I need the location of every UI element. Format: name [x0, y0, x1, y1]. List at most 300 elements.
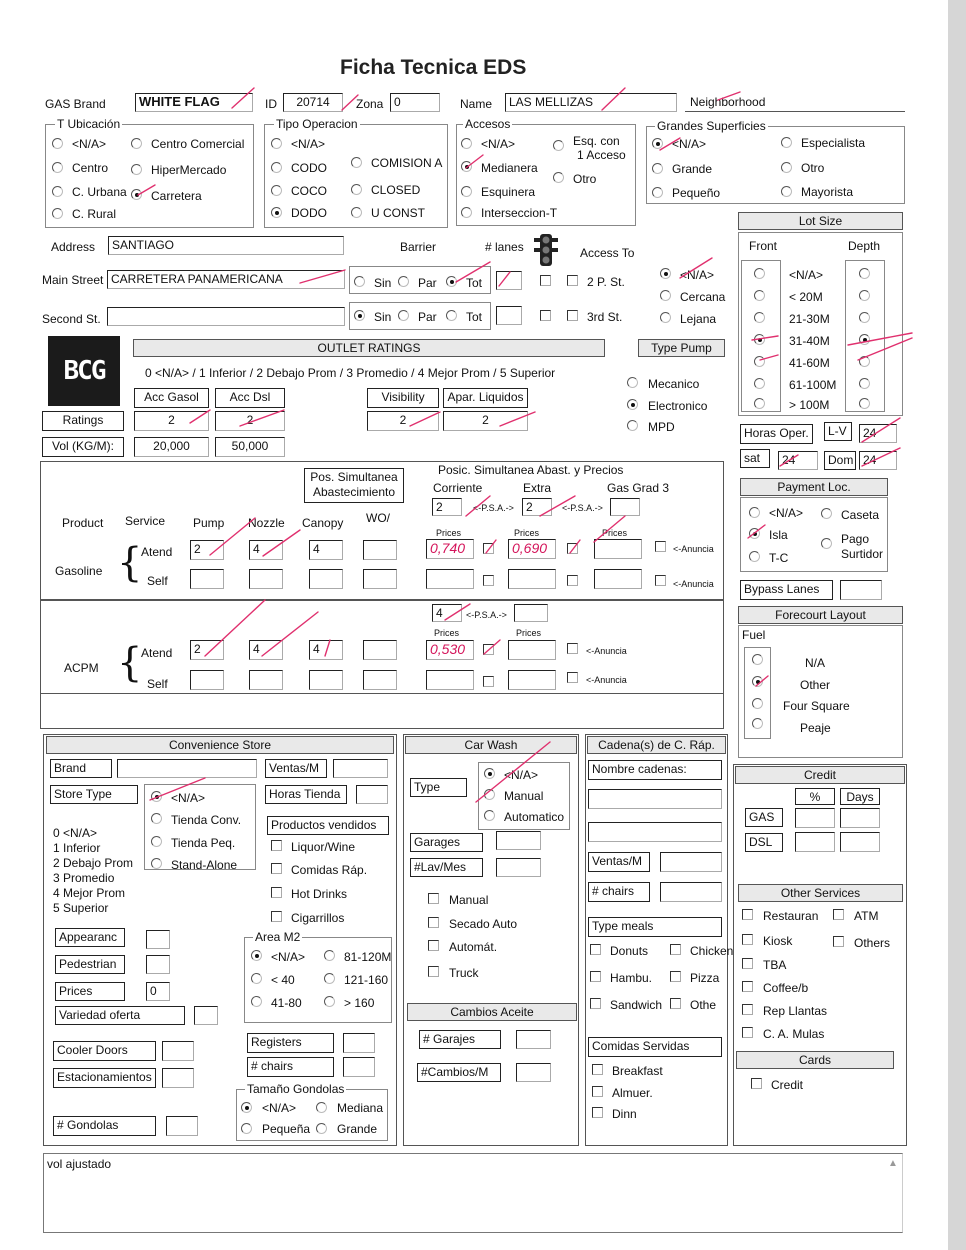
pump-radio-electronico[interactable]: [627, 399, 638, 410]
acc-dsl-rating[interactable]: 2: [215, 411, 285, 431]
estacionamientos-label: Estacionamientos: [53, 1068, 156, 1088]
accesos-otro-label: Otro: [573, 172, 597, 186]
payment-pago-label: Pago: [841, 532, 870, 546]
acc-gasol-rating[interactable]: 2: [134, 411, 209, 431]
carwash-radio-na[interactable]: [484, 768, 495, 779]
gas-price-extra-checkbox[interactable]: [567, 543, 578, 554]
acpm-self-check-1[interactable]: [483, 676, 494, 687]
superficies-radio-mayorista[interactable]: [781, 186, 792, 197]
credit-dsl-label: DSL: [745, 833, 783, 852]
gas-self-price-3[interactable]: [594, 569, 642, 589]
acpm-price-field[interactable]: 0,530: [426, 640, 474, 660]
acpm-self-wo-field[interactable]: [363, 670, 397, 690]
operacion-radio-comision[interactable]: [351, 157, 362, 168]
store-ventas-field[interactable]: [333, 759, 388, 778]
second-radio-tot[interactable]: [446, 310, 457, 321]
acpm-anuncia-checkbox[interactable]: [567, 643, 578, 654]
appearance-field[interactable]: [146, 930, 170, 949]
area-label-5: > 160: [344, 996, 375, 1010]
carwash-header: Car Wash: [405, 736, 577, 754]
forecourt-radio-na[interactable]: [752, 654, 763, 665]
area-radio-5[interactable]: [324, 996, 335, 1007]
lot-size-label-4: 41-60M: [789, 356, 830, 370]
credit-gas-pct-field[interactable]: [795, 808, 835, 828]
store-type-label-1: Tienda Conv.: [171, 813, 242, 827]
superficies-mayorista-label: Mayorista: [801, 185, 854, 199]
acpm-self-anuncia-checkbox[interactable]: [567, 672, 578, 683]
gas-atend-wo-field[interactable]: [363, 540, 397, 560]
acpm-price-field-2[interactable]: [508, 640, 556, 660]
forecourt-other-label: Other: [800, 678, 831, 692]
accesos-radio-medianera[interactable]: [461, 161, 472, 172]
lot-front-radio-2[interactable]: [754, 312, 765, 323]
served-label-2: Dinn: [612, 1107, 637, 1121]
pump-radio-mecanico[interactable]: [627, 377, 638, 388]
served-checkbox-0[interactable]: [592, 1064, 603, 1075]
second-light-checkbox[interactable]: [540, 310, 551, 321]
accesos-radio-esquinera[interactable]: [461, 186, 472, 197]
carwash-radio-manual[interactable]: [484, 789, 495, 800]
service-label-1: ATM: [854, 909, 879, 923]
accesos-radio-esq-con[interactable]: [553, 140, 564, 151]
gas-price-extra-field[interactable]: 0,690: [508, 539, 556, 559]
extra-label: Extra: [523, 481, 552, 495]
dom-label: Dom: [824, 451, 856, 470]
credit-gas-label: GAS: [745, 808, 783, 827]
carwash-garages-field[interactable]: [496, 831, 541, 850]
superficies-radio-grande[interactable]: [652, 163, 663, 174]
lot-front-radio-0[interactable]: [754, 268, 765, 279]
visibility-rating[interactable]: 2: [367, 411, 439, 431]
lot-depth-radio-5[interactable]: [859, 378, 870, 389]
name-field[interactable]: LAS MELLIZAS: [505, 93, 677, 112]
ubicacion-urbana-label: C. Urbana: [72, 185, 127, 199]
horas-tienda-field[interactable]: [356, 785, 388, 804]
carwash-item-checkbox-1[interactable]: [428, 917, 439, 928]
acpm-self-nozzle-field[interactable]: [249, 670, 283, 690]
ubicacion-radio-rural[interactable]: [52, 208, 63, 219]
notes-area[interactable]: [43, 1153, 903, 1233]
service-checkbox-2[interactable]: [742, 934, 753, 945]
area-label-0: <N/A>: [271, 950, 306, 964]
acpm-self-canopy-field[interactable]: [309, 670, 343, 690]
gas3-pos-field[interactable]: [610, 498, 640, 516]
lot-size-label-2: 21-30M: [789, 312, 830, 326]
lot-front-radio-5[interactable]: [754, 378, 765, 389]
served-checkbox-1[interactable]: [592, 1086, 603, 1097]
service-checkbox-4[interactable]: [742, 958, 753, 969]
ubicacion-radio-na[interactable]: [52, 138, 63, 149]
store-type-label: Store Type: [50, 785, 138, 804]
superficies-otro-label: Otro: [801, 161, 825, 175]
credit-dsl-days-field[interactable]: [840, 832, 880, 852]
access-radio-na[interactable]: [660, 268, 671, 279]
credit-gas-days-field[interactable]: [840, 808, 880, 828]
nombre-cadenas-field-1[interactable]: [588, 789, 722, 809]
accesos-radio-otro[interactable]: [553, 172, 564, 183]
service-label-5: Coffee/b: [763, 981, 809, 995]
gas-anuncia-checkbox[interactable]: [655, 541, 666, 552]
operacion-comision-label: COMISION A: [371, 156, 443, 170]
ubicacion-radio-urbana[interactable]: [52, 186, 63, 197]
lot-size-label-0: <N/A>: [789, 268, 824, 282]
acpm-atend-wo-field[interactable]: [363, 640, 397, 660]
meal-label-5: Othe: [690, 998, 717, 1012]
operacion-radio-dodo[interactable]: [271, 207, 282, 218]
second-street-field[interactable]: [107, 307, 345, 326]
cambios-m-field[interactable]: [516, 1063, 551, 1082]
ubicacion-title: T Ubicación: [57, 117, 121, 131]
variedad-label: Variedad oferta: [55, 1006, 185, 1025]
operacion-radio-coco[interactable]: [271, 185, 282, 196]
second-radio-sin[interactable]: [354, 310, 365, 321]
bypass-lanes-field[interactable]: [840, 580, 882, 600]
store-item-checkbox-2[interactable]: [271, 887, 282, 898]
operacion-radio-na[interactable]: [271, 138, 282, 149]
area-radio-3[interactable]: [324, 950, 335, 961]
carwash-type-label: Type: [410, 778, 467, 797]
payment-isla-label: Isla: [769, 528, 788, 542]
operacion-radio-closed[interactable]: [351, 184, 362, 195]
area-radio-0[interactable]: [251, 950, 262, 961]
acpm-prices-label-2: Prices: [516, 628, 542, 638]
served-checkbox-2[interactable]: [592, 1107, 603, 1118]
acpm-label: ACPM: [64, 661, 99, 675]
sat-label: sat: [740, 449, 770, 468]
prices-field[interactable]: 0: [146, 982, 170, 1001]
ubicacion-rural-label: C. Rural: [72, 207, 117, 221]
cadena-chairs-field[interactable]: [660, 882, 722, 902]
main-lanes-field[interactable]: [496, 271, 522, 290]
col-service-label: Service: [125, 514, 166, 528]
gas-anuncia-label: <-Anuncia: [673, 544, 714, 554]
gas-prices-label-3: Prices: [602, 528, 628, 538]
gas-price-corriente-field[interactable]: 0,740: [426, 539, 474, 559]
meal-checkbox-1[interactable]: [670, 944, 681, 955]
main-par-label: Par: [418, 276, 437, 290]
estacionamientos-field[interactable]: [162, 1068, 194, 1088]
notes-label: vol ajustado: [47, 1157, 112, 1171]
carwash-lav-field[interactable]: [496, 858, 541, 877]
vol-dsl-field[interactable]: 50,000: [215, 437, 285, 457]
second-3rdst-label: 3rd St.: [587, 310, 623, 324]
superficies-radio-especialista[interactable]: [781, 137, 792, 148]
ubicacion-radio-centro[interactable]: [52, 162, 63, 173]
nombre-cadenas-field-2[interactable]: [588, 822, 722, 842]
lot-size-label-5: 61-100M: [789, 378, 837, 392]
gas-price-corriente-checkbox[interactable]: [483, 543, 494, 554]
extra-psa-label: <-P.S.A.->: [562, 503, 603, 513]
meal-checkbox-3[interactable]: [670, 971, 681, 982]
tamano-pequena-label: Pequeña: [262, 1122, 311, 1136]
address-label: Address: [51, 240, 96, 254]
traffic-light-icon: [534, 234, 558, 268]
payment-radio-pago[interactable]: [821, 538, 832, 549]
tamano-radio-pequena[interactable]: [241, 1123, 252, 1134]
lot-depth-radio-0[interactable]: [859, 268, 870, 279]
id-field[interactable]: 20714: [283, 93, 343, 112]
corriente-label: Corriente: [433, 481, 483, 495]
corriente-pos-field[interactable]: 2: [432, 498, 462, 516]
sat-hours-field[interactable]: 24: [778, 451, 818, 470]
acpm-self-price-1[interactable]: [426, 670, 474, 690]
tamano-radio-grande[interactable]: [316, 1123, 327, 1134]
main-light-checkbox[interactable]: [540, 275, 551, 286]
second-radio-par[interactable]: [398, 310, 409, 321]
ubicacion-radio-carretera[interactable]: [131, 189, 142, 200]
gondolas-field[interactable]: [166, 1116, 198, 1136]
second-3rdst-checkbox[interactable]: [567, 310, 578, 321]
store-type-label-2: Tienda Peq.: [171, 836, 236, 850]
gas-self-price-2[interactable]: [508, 569, 556, 589]
credit-pct-label: %: [795, 788, 835, 805]
gas-self-check-2[interactable]: [567, 575, 578, 586]
dom-hours-field[interactable]: 24: [859, 451, 897, 470]
cards-credit-checkbox[interactable]: [751, 1078, 762, 1089]
lot-depth-radio-1[interactable]: [859, 290, 870, 301]
gas-atend-label: Atend: [141, 545, 173, 559]
cadena-chairs-label: # chairs: [588, 882, 650, 902]
acpm-pos-field-2[interactable]: [514, 604, 548, 622]
main-2pst-checkbox[interactable]: [567, 275, 578, 286]
prices-label: Prices: [55, 982, 125, 1001]
forecourt-radio-other[interactable]: [752, 676, 763, 687]
store-type-radio-3[interactable]: [151, 858, 162, 869]
lot-depth-radio-6[interactable]: [859, 398, 870, 409]
comidas-servidas-label: Comidas Servidas: [588, 1037, 722, 1057]
acpm-self-price-2[interactable]: [508, 670, 556, 690]
gas-atend-nozzle-field[interactable]: 4: [249, 540, 283, 560]
ubicacion-comercial-label: Centro Comercial: [151, 137, 245, 151]
cambios-m-label: #Cambios/M: [417, 1063, 501, 1082]
meal-label-1: Chicken: [690, 944, 734, 958]
store-scale-item-3: 3 Promedio: [53, 871, 115, 885]
col-pump-label: Pump: [193, 516, 225, 530]
store-item-checkbox-0[interactable]: [271, 840, 282, 851]
main-street-field[interactable]: CARRETERA PANAMERICANA: [107, 270, 345, 289]
gas-atend-pump-field[interactable]: 2: [190, 540, 224, 560]
product-divider-2: [40, 693, 724, 694]
lv-hours-field[interactable]: 24: [859, 424, 897, 443]
gas-self-check-1[interactable]: [483, 575, 494, 586]
store-item-checkbox-3[interactable]: [271, 911, 282, 922]
apar-liquidos-label: Apar. Liquidos: [443, 388, 528, 408]
store-type-radio-2[interactable]: [151, 836, 162, 847]
address-field[interactable]: SANTIAGO: [108, 236, 344, 255]
scan-edge: [948, 0, 966, 1250]
outlet-scale: 0 <N/A> / 1 Inferior / 2 Debajo Prom / 3 Promedio / 4 Mejor Prom / 5 Superior: [145, 366, 556, 380]
payment-radio-caseta[interactable]: [821, 508, 832, 519]
acpm-atend-nozzle-field[interactable]: 4: [249, 640, 283, 660]
store-item-label-1: Comidas Ráp.: [291, 863, 368, 877]
services-header: Other Services: [738, 884, 903, 902]
area-radio-1[interactable]: [251, 973, 262, 984]
horas-tienda-label: Horas Tienda: [265, 785, 347, 804]
forecourt-radio-peaje[interactable]: [752, 718, 763, 729]
lot-front-radio-4[interactable]: [754, 356, 765, 367]
store-scale-item-5: 5 Superior: [53, 901, 109, 915]
lot-front-radio-1[interactable]: [754, 290, 765, 301]
lot-front-radio-3[interactable]: [754, 334, 765, 345]
service-checkbox-6[interactable]: [742, 1004, 753, 1015]
meal-checkbox-5[interactable]: [670, 998, 681, 1009]
accesos-radio-na[interactable]: [461, 138, 472, 149]
gas-self-price-1[interactable]: [426, 569, 474, 589]
gas-self-label: Self: [147, 574, 168, 588]
acpm-self-pump-field[interactable]: [190, 670, 224, 690]
visibility-label: Visibility: [367, 388, 439, 408]
carwash-radio-automatico[interactable]: [484, 810, 495, 821]
forecourt-na-label: N/A: [805, 656, 826, 670]
service-label-4: TBA: [763, 958, 787, 972]
pump-radio-mpd[interactable]: [627, 420, 638, 431]
posic-label: Posic. Simultanea Abast. y Precios: [438, 463, 624, 477]
operacion-radio-uconst[interactable]: [351, 207, 362, 218]
lot-size-label-3: 31-40M: [789, 334, 830, 348]
operacion-radio-codo[interactable]: [271, 162, 282, 173]
credit-header: Credit: [735, 766, 905, 784]
lot-size-label-1: < 20M: [789, 290, 823, 304]
forecourt-header: Forecourt Layout: [738, 606, 903, 624]
area-label-3: 81-120M: [344, 950, 392, 964]
payment-radio-tc[interactable]: [749, 551, 760, 562]
registers-label: Registers: [247, 1033, 334, 1053]
garajes-field[interactable]: [516, 1030, 551, 1049]
store-scale-item-0: 0 <N/A>: [53, 826, 98, 840]
store-type-radio-1[interactable]: [151, 813, 162, 824]
service-checkbox-3[interactable]: [833, 936, 844, 947]
cooler-doors-field[interactable]: [162, 1041, 194, 1061]
form-title: Ficha Tecnica EDS: [340, 56, 527, 79]
lot-front-radio-6[interactable]: [754, 398, 765, 409]
store-item-checkbox-1[interactable]: [271, 863, 282, 874]
meal-label-2: Hambu.: [610, 971, 653, 985]
apar-rating[interactable]: 2: [443, 411, 528, 431]
second-lanes-field[interactable]: [496, 306, 522, 325]
gas-self-pump-field[interactable]: [190, 569, 224, 589]
vol-gasol-field[interactable]: 20,000: [134, 437, 209, 457]
store-type-radio-0[interactable]: [151, 791, 162, 802]
carwash-item-checkbox-2[interactable]: [428, 940, 439, 951]
gas-prices-label-2: Prices: [514, 528, 540, 538]
main-radio-tot[interactable]: [446, 276, 457, 287]
acpm-atend-canopy-field[interactable]: 4: [309, 640, 343, 660]
acpm-anuncia-label: <-Anuncia: [586, 646, 627, 656]
lot-depth-radio-3[interactable]: [859, 334, 870, 345]
notes-scroll-up-icon[interactable]: ▲: [888, 1158, 898, 1169]
corriente-psa-label: <-P.S.A.->: [473, 503, 514, 513]
superficies-radio-pequeno[interactable]: [652, 187, 663, 198]
meal-checkbox-4[interactable]: [590, 998, 601, 1009]
carwash-item-label-1: Secado Auto: [449, 917, 518, 931]
pedestrian-field[interactable]: [146, 955, 170, 974]
ubicacion-radio-hiper[interactable]: [131, 164, 142, 175]
meal-checkbox-0[interactable]: [590, 944, 601, 955]
tamano-grande-label: Grande: [337, 1122, 378, 1136]
pump-mpd-label: MPD: [648, 420, 675, 434]
main-radio-sin[interactable]: [354, 276, 365, 287]
store-chairs-label: # chairs: [247, 1057, 334, 1077]
gas-self-canopy-field[interactable]: [309, 569, 343, 589]
pos-sim-label: Pos. Simultanea: [310, 470, 398, 484]
access-lejana-label: Lejana: [680, 312, 717, 326]
main-sin-label: Sin: [374, 276, 392, 290]
gas-self-wo-field[interactable]: [363, 569, 397, 589]
service-checkbox-1[interactable]: [833, 909, 844, 920]
gas-self-nozzle-field[interactable]: [249, 569, 283, 589]
forecourt-radio-four-square[interactable]: [752, 698, 763, 709]
store-chairs-field[interactable]: [343, 1057, 375, 1077]
gas-grad3-label: Gas Grad 3: [607, 481, 670, 495]
acpm-pos-field[interactable]: 4: [432, 604, 462, 622]
payment-loc-header: Payment Loc.: [740, 478, 888, 496]
payment-radio-isla[interactable]: [749, 528, 760, 539]
col-wo-label: WO/: [366, 511, 390, 525]
lot-depth-radio-4[interactable]: [859, 356, 870, 367]
acpm-price-checkbox[interactable]: [483, 644, 494, 655]
operacion-dodo-label: DODO: [291, 206, 327, 220]
registers-field[interactable]: [343, 1033, 375, 1053]
access-radio-cercana[interactable]: [660, 290, 671, 301]
area-label-1: < 40: [271, 973, 295, 987]
access-radio-lejana[interactable]: [660, 312, 671, 323]
credit-dsl-pct-field[interactable]: [795, 832, 835, 852]
payment-na-label: <N/A>: [769, 506, 804, 520]
cadena-ventas-field[interactable]: [660, 852, 722, 872]
tamano-radio-mediana[interactable]: [316, 1102, 327, 1113]
gas-prices-label-1: Prices: [436, 528, 462, 538]
acpm-prices-label-1: Prices: [434, 628, 460, 638]
service-checkbox-5[interactable]: [742, 981, 753, 992]
area-radio-2[interactable]: [251, 996, 262, 1007]
main-tot-label: Tot: [466, 276, 483, 290]
gas-self-anuncia-checkbox[interactable]: [655, 575, 666, 586]
appearance-label: Appearanc: [55, 928, 125, 947]
gas-price-gas3-field[interactable]: [594, 539, 642, 559]
acpm-atend-pump-field[interactable]: 2: [190, 640, 224, 660]
access-to-label: Access To: [580, 246, 635, 260]
pump-mecanico-label: Mecanico: [648, 377, 700, 391]
gas-atend-canopy-field[interactable]: 4: [309, 540, 343, 560]
extra-pos-field[interactable]: 2: [522, 498, 552, 516]
neighborhood-label: Neighborhood: [690, 95, 766, 109]
lot-depth-radio-2[interactable]: [859, 312, 870, 323]
carwash-na-label: <N/A>: [504, 768, 539, 782]
superficies-radio-na[interactable]: [652, 138, 663, 149]
ubicacion-radio-comercial[interactable]: [131, 138, 142, 149]
tamano-title: Tamaño Gondolas: [247, 1082, 345, 1096]
variedad-field[interactable]: [194, 1006, 218, 1025]
zona-field[interactable]: 0: [390, 93, 440, 112]
acpm-brace-icon: {: [117, 640, 143, 686]
acpm-self-anuncia-label: <-Anuncia: [586, 675, 627, 685]
superficies-radio-otro[interactable]: [781, 162, 792, 173]
service-checkbox-7[interactable]: [742, 1027, 753, 1038]
carwash-item-checkbox-0[interactable]: [428, 893, 439, 904]
main-radio-par[interactable]: [398, 276, 409, 287]
meal-checkbox-2[interactable]: [590, 971, 601, 982]
tamano-radio-na[interactable]: [241, 1102, 252, 1113]
accesos-radio-interseccion[interactable]: [461, 207, 472, 218]
store-brand-field[interactable]: [117, 759, 257, 778]
area-radio-4[interactable]: [324, 973, 335, 984]
service-checkbox-0[interactable]: [742, 909, 753, 920]
payment-radio-na[interactable]: [749, 507, 760, 518]
gas-brand-field[interactable]: WHITE FLAG: [135, 93, 253, 112]
carwash-item-checkbox-3[interactable]: [428, 966, 439, 977]
second-tot-label: Tot: [466, 310, 483, 324]
outlet-ratings-header: OUTLET RATINGS: [133, 339, 605, 357]
